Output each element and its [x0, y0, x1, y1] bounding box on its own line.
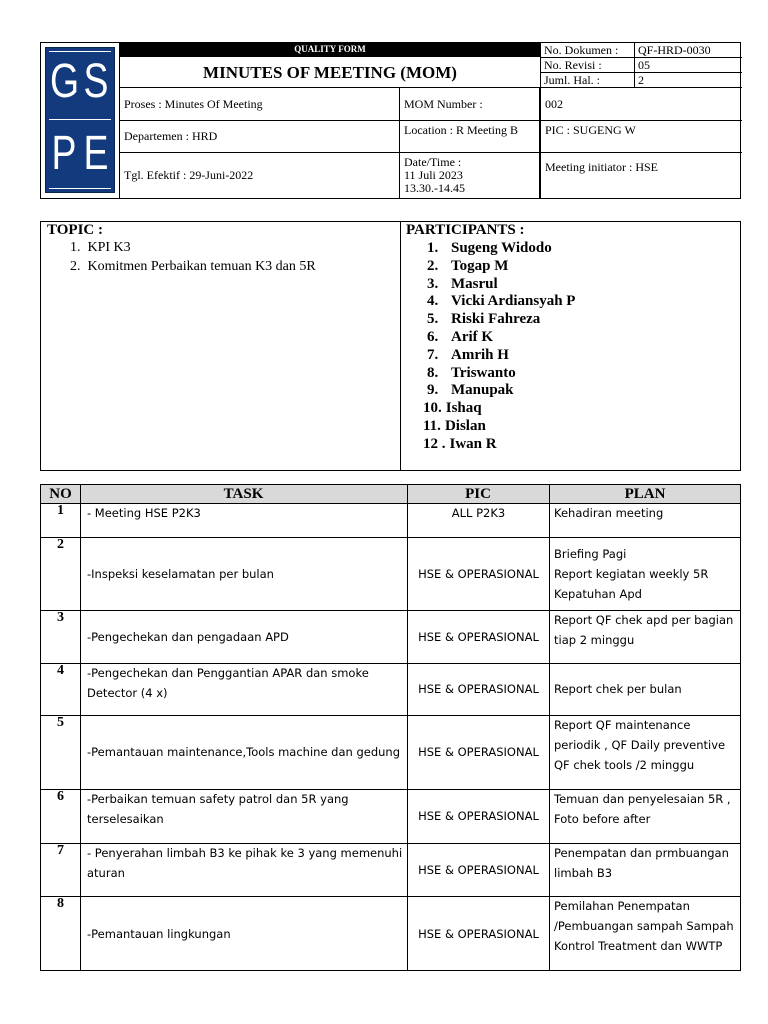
participant-name: Riski Fahreza [451, 311, 541, 328]
pages-value: 2 [638, 73, 644, 87]
participant-name: Iwan R [449, 435, 497, 452]
row-number: 1 [57, 503, 64, 518]
pages-label: Juml. Hal. : [544, 73, 600, 87]
task-cell: -Inspeksi keselamatan per bulan [87, 566, 274, 581]
topic-title: TOPIC : [47, 222, 103, 238]
participant-number: 11. [423, 418, 441, 434]
header-pic: PIC [465, 486, 491, 502]
meeting-date: 11 Juli 2023 [404, 168, 463, 182]
participant-name: Triswanto [451, 364, 516, 381]
pic-cell: HSE & OPERASIONAL [418, 629, 539, 644]
logo-cell [41, 43, 120, 198]
revision-row [540, 58, 742, 73]
plan-cell: Penempatan dan prmbuangan limbah B3 [554, 846, 729, 880]
pic-cell: HSE & OPERASIONAL [418, 682, 539, 696]
participant-item [427, 240, 552, 257]
participant-item [423, 418, 486, 435]
pic-cell: HSE & OPERASIONAL [418, 862, 539, 877]
header-plan: PLAN [624, 486, 666, 502]
pic-cell: HSE & OPERASIONAL [418, 566, 539, 581]
plan-cell: Temuan dan penyelesaian 5R , Foto before after [554, 792, 731, 826]
participant-number: 1. [427, 240, 439, 256]
plan-cell: Kehadiran meeting [554, 506, 664, 520]
location-cell: Location : R Meeting B [400, 121, 540, 153]
task-cell: -Perbaikan temuan safety patrol dan 5R yang terselesaikan [87, 792, 349, 826]
participant-number: 10. [423, 400, 442, 417]
header-task: TASK [223, 486, 264, 502]
pic-cell: PIC : SUGENG W [540, 121, 742, 153]
participant-name: Dislan [444, 418, 486, 434]
doc-number-row [540, 43, 742, 58]
departemen-cell: Departemen : HRD [120, 121, 400, 153]
initiator-cell: Meeting initiator : HSE [540, 153, 742, 198]
table-row [41, 537, 740, 610]
participant-item [427, 293, 575, 310]
topic-item: 1. KPI K3 [70, 240, 131, 255]
participant-item [427, 258, 508, 275]
plan-cell: Report QF maintenance periodik , QF Daily preventive QF chek tools /2 minggu [554, 718, 726, 772]
table-row [41, 789, 740, 843]
participant-item [423, 400, 482, 417]
quality-form-bar: QUALITY FORM [120, 43, 540, 56]
pic-cell: HSE & OPERASIONAL [418, 809, 539, 823]
participant-name: Arif K [451, 329, 494, 345]
participant-number: 2. [427, 257, 439, 274]
participant-item [427, 329, 493, 346]
document-title: MINUTES OF MEETING (MOM) [120, 56, 540, 88]
participant-number: 6. [427, 329, 439, 345]
participant-name: Amrih H [451, 346, 509, 363]
participants-title: PARTICIPANTS : [406, 222, 525, 238]
task-cell: -Pemantauan lingkungan [87, 927, 231, 941]
mom-number-label: MOM Number : [400, 88, 540, 121]
table-row [41, 843, 740, 896]
participant-item [427, 311, 540, 328]
task-cell: -Pengechekan dan Penggantian APAR dan smoke Detector (4 x) [87, 666, 369, 700]
row-number: 6 [57, 789, 64, 804]
participant-item [427, 365, 516, 382]
plan-cell: Briefing Pagi Report kegiatan weekly 5R Kepatuhan Apd [554, 546, 709, 601]
participant-number: 9. [427, 382, 439, 399]
participant-name: Vicki Ardiansyah P [451, 293, 576, 310]
participant-item [427, 347, 509, 364]
pic-cell: HSE & OPERASIONAL [418, 927, 539, 941]
participant-number: 7. [427, 346, 439, 363]
row-number: 4 [57, 663, 64, 678]
table-row [41, 896, 740, 972]
datetime-cell [400, 153, 540, 198]
participant-name: Togap M [451, 257, 509, 274]
pic-cell: HSE & OPERASIONAL [418, 745, 539, 759]
header-no: NO [49, 486, 72, 502]
task-cell: -Pemantauan maintenance,Tools machine dan gedung [87, 745, 401, 759]
table-row [41, 610, 740, 663]
revision-label: No. Revisi : [544, 58, 602, 72]
revision-value: 05 [638, 58, 650, 72]
task-cell: -Pengechekan dan pengadaan APD [87, 629, 289, 644]
tgl-efektif-cell: Tgl. Efektif : 29-Juni-2022 [120, 153, 400, 198]
topic-item: 2. Komitmen Perbaikan temuan K3 dan 5R [70, 259, 316, 274]
row-number: 8 [57, 896, 64, 911]
row-number: 7 [57, 843, 64, 858]
row-number: 2 [57, 537, 64, 552]
pages-row [540, 73, 742, 88]
participant-number: 4. [427, 293, 439, 310]
plan-cell: Report chek per bulan [554, 682, 682, 696]
participant-item [423, 435, 497, 453]
document-header [40, 42, 741, 199]
participant-name: Ishaq [445, 400, 482, 417]
table-row [41, 503, 740, 537]
participant-number: 3. [427, 275, 439, 292]
task-cell: - Penyerahan limbah B3 ke pihak ke 3 yang memenuhi aturan [87, 846, 403, 880]
plan-cell: Pemilahan Penempatan /Pembuangan sampah Sampah Kontrol Treatment dan WWTP [554, 899, 734, 953]
participant-number: 8. [427, 364, 439, 381]
task-table [40, 484, 741, 971]
participant-item [427, 276, 498, 293]
mom-number-value: 002 [540, 88, 742, 121]
row-number: 5 [57, 715, 64, 730]
datetime-label: Date/Time : [404, 155, 462, 169]
plan-cell: Report QF chek apd per bagian tiap 2 minggu [554, 613, 734, 647]
participant-name: Sugeng Widodo [451, 240, 552, 256]
participant-name: Manupak [451, 382, 514, 399]
pic-cell: ALL P2K3 [451, 506, 506, 520]
gspe-logo: G S P E [45, 47, 115, 193]
table-body [41, 485, 740, 970]
participant-name: Masrul [451, 275, 498, 292]
proses-cell: Proses : Minutes Of Meeting [120, 88, 400, 121]
doc-number-label: No. Dokumen : [544, 43, 619, 57]
meeting-time: 13.30.-14.45 [404, 181, 465, 195]
doc-number-value: QF-HRD-0030 [638, 43, 711, 57]
table-row [41, 663, 740, 715]
table-row [41, 715, 740, 789]
topic-participants-box [40, 221, 741, 471]
participant-item [427, 382, 514, 399]
participant-number: 12 . [423, 435, 446, 452]
participant-number: 5. [427, 311, 439, 328]
row-number: 3 [57, 610, 64, 625]
task-cell: - Meeting HSE P2K3 [87, 506, 201, 520]
